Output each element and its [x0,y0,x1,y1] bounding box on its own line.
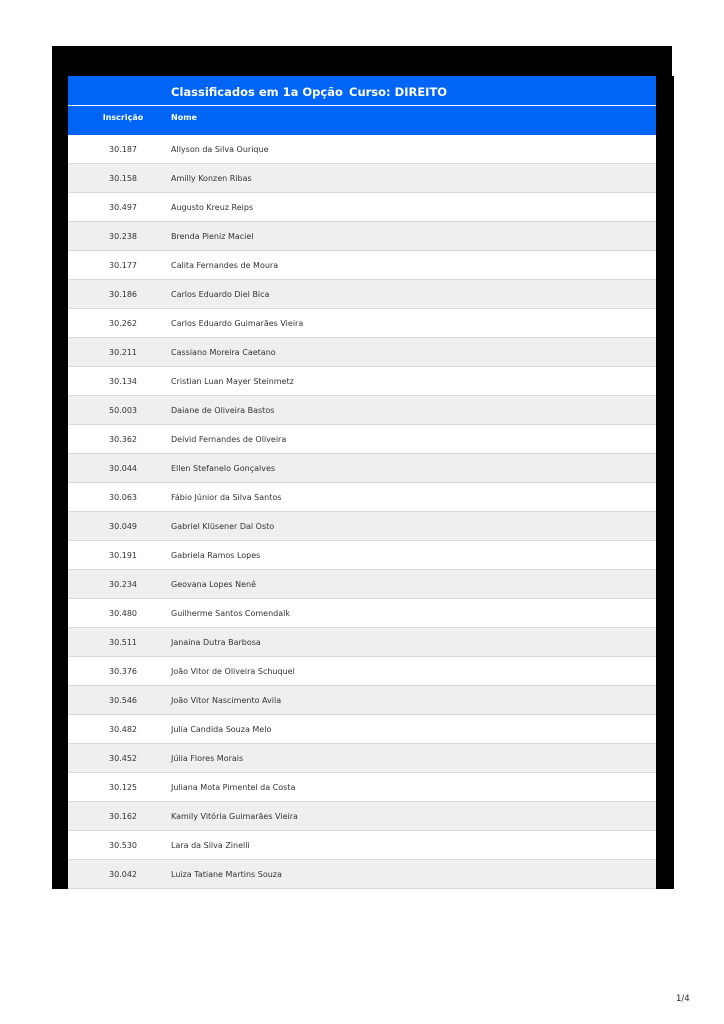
table-row [68,512,656,541]
table-row [68,599,656,628]
page-number: 1/4 [676,994,690,1004]
table-row [68,744,656,773]
nome-cell: Allyson da Silva Ourique [171,145,269,154]
inscricao-cell: 30.530 [109,841,137,850]
inscricao-cell: 50.003 [109,406,137,415]
inscricao-cell: 30.177 [109,261,137,270]
inscricao-cell: 30.234 [109,580,137,589]
table-row [68,715,656,744]
inscricao-cell: 30.546 [109,696,137,705]
page-frame-edge [656,76,674,889]
nome-cell: Lara da Silva Zinelli [171,841,250,850]
table-row [68,425,656,454]
table-title: Classificados em 1a Opção [171,85,343,99]
results-table [68,76,656,889]
nome-cell: Fábio Júnior da Silva Santos [171,493,282,502]
table-row [68,367,656,396]
table-row [68,657,656,686]
inscricao-cell: 30.211 [109,348,137,357]
table-row [68,454,656,483]
table-row [68,222,656,251]
table-header [68,76,656,135]
column-header-inscricao: Inscrição [102,113,144,122]
nome-cell: João Vitor de Oliveira Schuquel [171,667,295,676]
nome-cell: Gabriela Ramos Lopes [171,551,261,560]
inscricao-cell: 30.497 [109,203,137,212]
nome-cell: Júlia Flores Morais [171,754,244,763]
table-body [68,135,656,889]
course-label: Curso: DIREITO [349,85,448,99]
header-divider [68,105,656,106]
table-row [68,831,656,860]
inscricao-cell: 30.376 [109,667,137,676]
table-row [68,164,656,193]
nome-cell: Geovana Lopes Nenê [171,580,256,589]
inscricao-cell: 30.362 [109,435,137,444]
nome-cell: Luiza Tatiane Martins Souza [171,870,282,879]
nome-cell: Calita Fernandes de Moura [171,261,279,270]
inscricao-cell: 30.262 [109,319,137,328]
nome-cell: Amilly Konzen Ribas [171,174,252,183]
table-row [68,338,656,367]
table-row [68,251,656,280]
table-row [68,860,656,889]
table-row [68,802,656,831]
table-row [68,396,656,425]
inscricao-cell: 30.063 [109,493,137,502]
nome-cell: Julia Candida Souza Melo [171,725,272,734]
inscricao-cell: 30.049 [109,522,137,531]
inscricao-cell: 30.158 [109,174,137,183]
inscricao-cell: 30.511 [109,638,137,647]
table-row [68,135,656,164]
table-row [68,541,656,570]
table-row [68,309,656,338]
inscricao-cell: 30.452 [109,754,137,763]
inscricao-cell: 30.134 [109,377,137,386]
table-row [68,628,656,657]
table-row [68,570,656,599]
nome-cell: Gabriel Klüsener Dal Osto [171,522,275,531]
inscricao-cell: 30.186 [109,290,137,299]
nome-cell: Deivid Fernandes de Oliveira [171,435,287,444]
table-row [68,483,656,512]
nome-cell: Brenda Pieniz Maciel [171,232,254,241]
nome-cell: Carlos Eduardo Guimarães Vieira [171,319,304,328]
column-header-nome: Nome [171,113,197,122]
table-row [68,686,656,715]
nome-cell: Guilherme Santos Comendalk [171,609,291,618]
nome-cell: Cassiano Moreira Caetano [171,348,276,357]
inscricao-cell: 30.482 [109,725,137,734]
nome-cell: Cristian Luan Mayer Steinmetz [171,377,294,386]
inscricao-cell: 30.191 [109,551,137,560]
nome-cell: Daiane de Oliveira Bastos [171,406,275,415]
nome-cell: Janaina Dutra Barbosa [171,638,261,647]
inscricao-cell: 30.238 [109,232,137,241]
nome-cell: Juliana Mota Pimentel da Costa [171,783,296,792]
table-row [68,773,656,802]
inscricao-cell: 30.125 [109,783,137,792]
inscricao-cell: 30.044 [109,464,137,473]
inscricao-cell: 30.162 [109,812,137,821]
nome-cell: João Vitor Nascimento Avila [171,696,282,705]
table-row [68,193,656,222]
inscricao-cell: 30.480 [109,609,137,618]
nome-cell: Ellen Stefanelo Gonçalves [171,464,276,473]
nome-cell: Kamily Vitória Guimarães Vieira [171,812,298,821]
table-row [68,280,656,309]
nome-cell: Augusto Kreuz Reips [171,203,254,212]
nome-cell: Carlos Eduardo Diel Bica [171,290,270,299]
inscricao-cell: 30.187 [109,145,137,154]
inscricao-cell: 30.042 [109,870,137,879]
